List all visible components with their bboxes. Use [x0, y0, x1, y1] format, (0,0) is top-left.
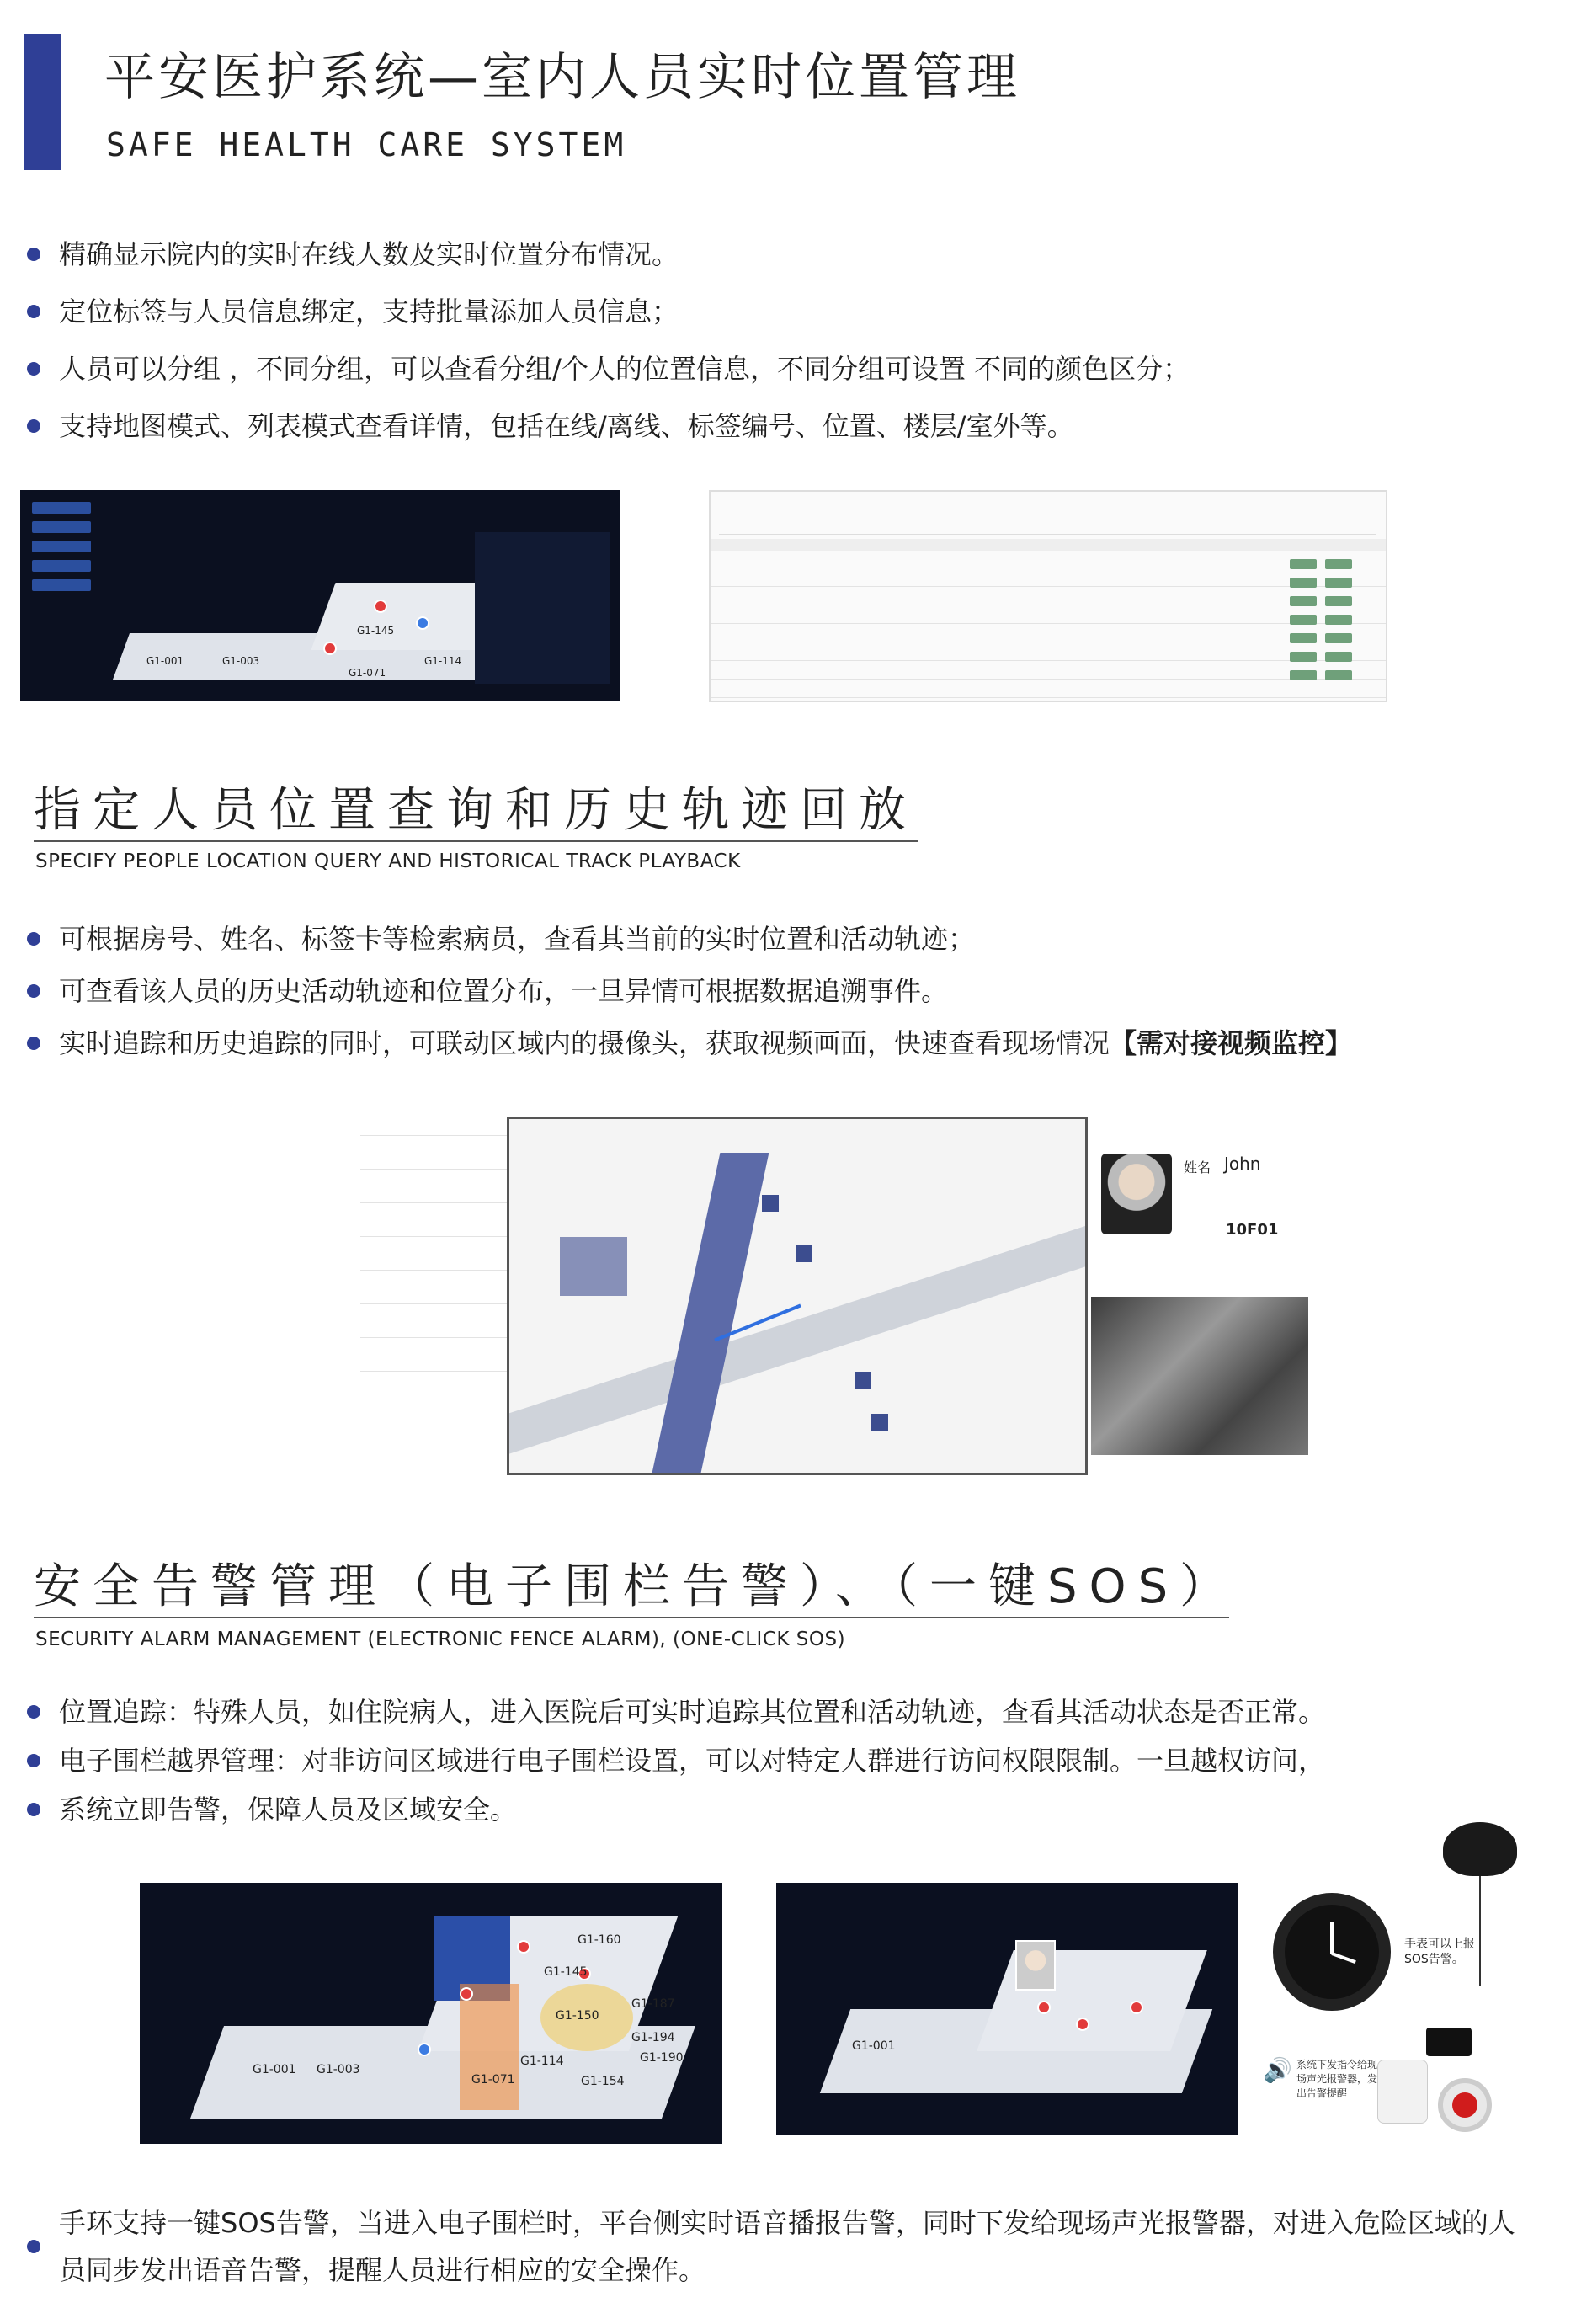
room-label: G1-001 — [146, 655, 184, 667]
profile-name-value: John — [1224, 1154, 1261, 1174]
profile-floor-value: 10F01 — [1226, 1221, 1279, 1239]
floor-plan-3d-upper — [977, 1950, 1207, 2051]
room-label: G1-003 — [317, 2063, 360, 2076]
section-title-security-alarm: 安全告警管理（电子围栏告警）、（一键SOS） — [34, 1559, 1239, 1614]
security-alarm-bullet: 系统立即告警，保障人员及区域安全。 — [24, 1785, 1325, 1834]
sos-button-icon — [1438, 2078, 1492, 2132]
stats-panel — [475, 532, 610, 684]
room-label: G1-003 — [222, 655, 260, 667]
intro-bullet: 支持地图模式、列表模式查看详情，包括在线/离线、标签编号、位置、楼层/室外等。 — [24, 397, 1190, 455]
alarm-pin[interactable] — [517, 1940, 530, 1954]
row-action-button[interactable] — [1325, 596, 1352, 606]
location-query-bullet: 实时追踪和历史追踪的同时，可联动区域内的摄像头，获取视频画面，快速查看现场情况【需对接视频监控】 — [24, 1017, 1352, 1069]
row-action-button[interactable] — [1325, 633, 1352, 643]
map-building — [855, 1372, 871, 1389]
sos-bullet-list — [24, 2199, 1531, 2294]
intro-bullet: 精确显示院内的实时在线人数及实时位置分布情况。 — [24, 226, 1190, 283]
room-label: G1-071 — [349, 667, 386, 679]
room-label: G1-160 — [578, 1933, 621, 1947]
avatar — [1101, 1154, 1172, 1234]
room-label: G1-114 — [424, 655, 462, 667]
room-label: G1-194 — [631, 2031, 675, 2044]
row-action-button[interactable] — [1325, 670, 1352, 680]
map-building — [796, 1245, 812, 1262]
room-label: G1-154 — [581, 2075, 625, 2088]
alarm-pin[interactable] — [1076, 2018, 1089, 2031]
row-action-button[interactable] — [1325, 615, 1352, 625]
room-label: G1-187 — [631, 1997, 675, 2011]
alarm-pin[interactable] — [1037, 2001, 1051, 2014]
room-label: G1-145 — [357, 625, 395, 637]
room-label: G1-114 — [520, 2055, 564, 2068]
location-pin[interactable] — [374, 600, 387, 613]
watch-sos-note: 手表可以上报SOS告警。 — [1404, 1938, 1475, 1966]
profile-name-label: 姓名 — [1184, 1159, 1211, 1175]
location-query-bullet-list — [24, 913, 1352, 1069]
list-toolbar — [719, 500, 1376, 535]
room-label: G1-071 — [471, 2073, 515, 2087]
track-list-panel — [360, 1110, 507, 1396]
realtime-map-screenshot — [20, 490, 620, 701]
row-action-button[interactable] — [1325, 652, 1352, 662]
intro-bullet: 人员可以分组 ，不同分组，可以查看分组/个人的位置信息，不同分组可设置 不同的颜色区分； — [24, 340, 1190, 397]
smartwatch-icon — [1273, 1893, 1391, 2011]
section-subtitle-security-alarm: SECURITY ALARM MANAGEMENT (ELECTRONIC FENCE ALARM), (ONE-CLICK SOS) — [35, 1628, 846, 1650]
room-label: G1-001 — [253, 2063, 296, 2076]
section-title-location-query: 指定人员位置查询和历史轨迹回放 — [34, 783, 918, 838]
row-action-button[interactable] — [1290, 652, 1317, 662]
personnel-list-screenshot — [709, 490, 1387, 702]
sos-bullet: 手环支持一键SOS告警，当进入电子围栏时，平台侧实时语音播报告警，同时下发给现场声光报警器，对进入危险区域的人员同步发出语音告警，提醒人员进行相应的安全操作。 — [24, 2199, 1531, 2294]
cloud-icon — [1443, 1822, 1517, 1876]
speaker-icon: 🔊 — [1263, 2056, 1292, 2084]
security-alarm-bullet: 电子围栏越界管理：对非访问区域进行电子围栏设置，可以对特定人群进行访问权限限制。一旦越权访问， — [24, 1736, 1325, 1785]
video-integration-note: 【需对接视频监控】 — [1110, 1027, 1353, 1059]
row-action-button[interactable] — [1290, 559, 1317, 569]
room-label: G1-145 — [544, 1965, 588, 1979]
map-building — [560, 1237, 627, 1296]
camera-video-frame — [1091, 1297, 1308, 1455]
map-building — [652, 1153, 769, 1473]
security-alarm-bullet-list — [24, 1687, 1325, 1834]
map-building — [871, 1414, 888, 1431]
wristband-device — [1426, 2028, 1472, 2056]
location-query-bullet: 可查看该人员的历史活动轨迹和位置分布，一旦异情可根据数据追溯事件。 — [24, 965, 1352, 1017]
track-playback-map — [507, 1117, 1088, 1475]
row-action-button[interactable] — [1290, 633, 1317, 643]
section-divider — [34, 1617, 1229, 1618]
alarm-device-note: 系统下发指令给现场声光报警器，发出告警提醒 — [1296, 2059, 1378, 2099]
location-query-bullet: 可根据房号、姓名、标签卡等检索病员，查看其当前的实时位置和活动轨迹； — [24, 913, 1352, 965]
room-label: G1-001 — [852, 2039, 896, 2053]
title-accent-bar — [24, 34, 61, 170]
alarm-person-avatar — [1015, 1940, 1056, 1991]
electronic-fence-map — [140, 1883, 722, 2144]
security-alarm-bullet: 位置追踪：特殊人员，如住院病人，进入医院后可实时追踪其位置和活动轨迹，查看其活动状态是否正常。 — [24, 1687, 1325, 1736]
fence-zone — [460, 1984, 519, 2110]
section-divider — [34, 840, 918, 842]
table-header — [711, 539, 1387, 551]
location-pin[interactable] — [416, 616, 429, 630]
room-label: G1-190 — [640, 2051, 684, 2065]
row-action-button[interactable] — [1290, 670, 1317, 680]
intro-bullet-list — [24, 226, 1190, 455]
page-subtitle: SAFE HEALTH CARE SYSTEM — [106, 126, 627, 163]
row-action-button[interactable] — [1290, 615, 1317, 625]
row-action-button[interactable] — [1290, 578, 1317, 588]
row-action-button[interactable] — [1290, 596, 1317, 606]
siren-device — [1377, 2060, 1428, 2124]
location-pin[interactable] — [323, 642, 337, 655]
alarm-pin[interactable] — [1130, 2001, 1143, 2014]
map-sidebar-menu — [32, 502, 91, 599]
person-profile-card — [1093, 1117, 1308, 1285]
connector-line — [1479, 1876, 1481, 1986]
row-action-button[interactable] — [1325, 578, 1352, 588]
row-action-button[interactable] — [1325, 559, 1352, 569]
map-building — [762, 1195, 779, 1212]
alarm-pin[interactable] — [418, 2043, 431, 2056]
sos-alarm-map — [776, 1883, 1238, 2135]
intro-bullet: 定位标签与人员信息绑定，支持批量添加人员信息； — [24, 283, 1190, 340]
alarm-pin[interactable] — [460, 1987, 473, 2001]
page-title: 平安医护系统—室内人员实时位置管理 — [104, 48, 1020, 107]
section-subtitle-location-query: SPECIFY PEOPLE LOCATION QUERY AND HISTORICAL TRACK PLAYBACK — [35, 850, 741, 872]
room-label: G1-150 — [556, 2009, 599, 2023]
